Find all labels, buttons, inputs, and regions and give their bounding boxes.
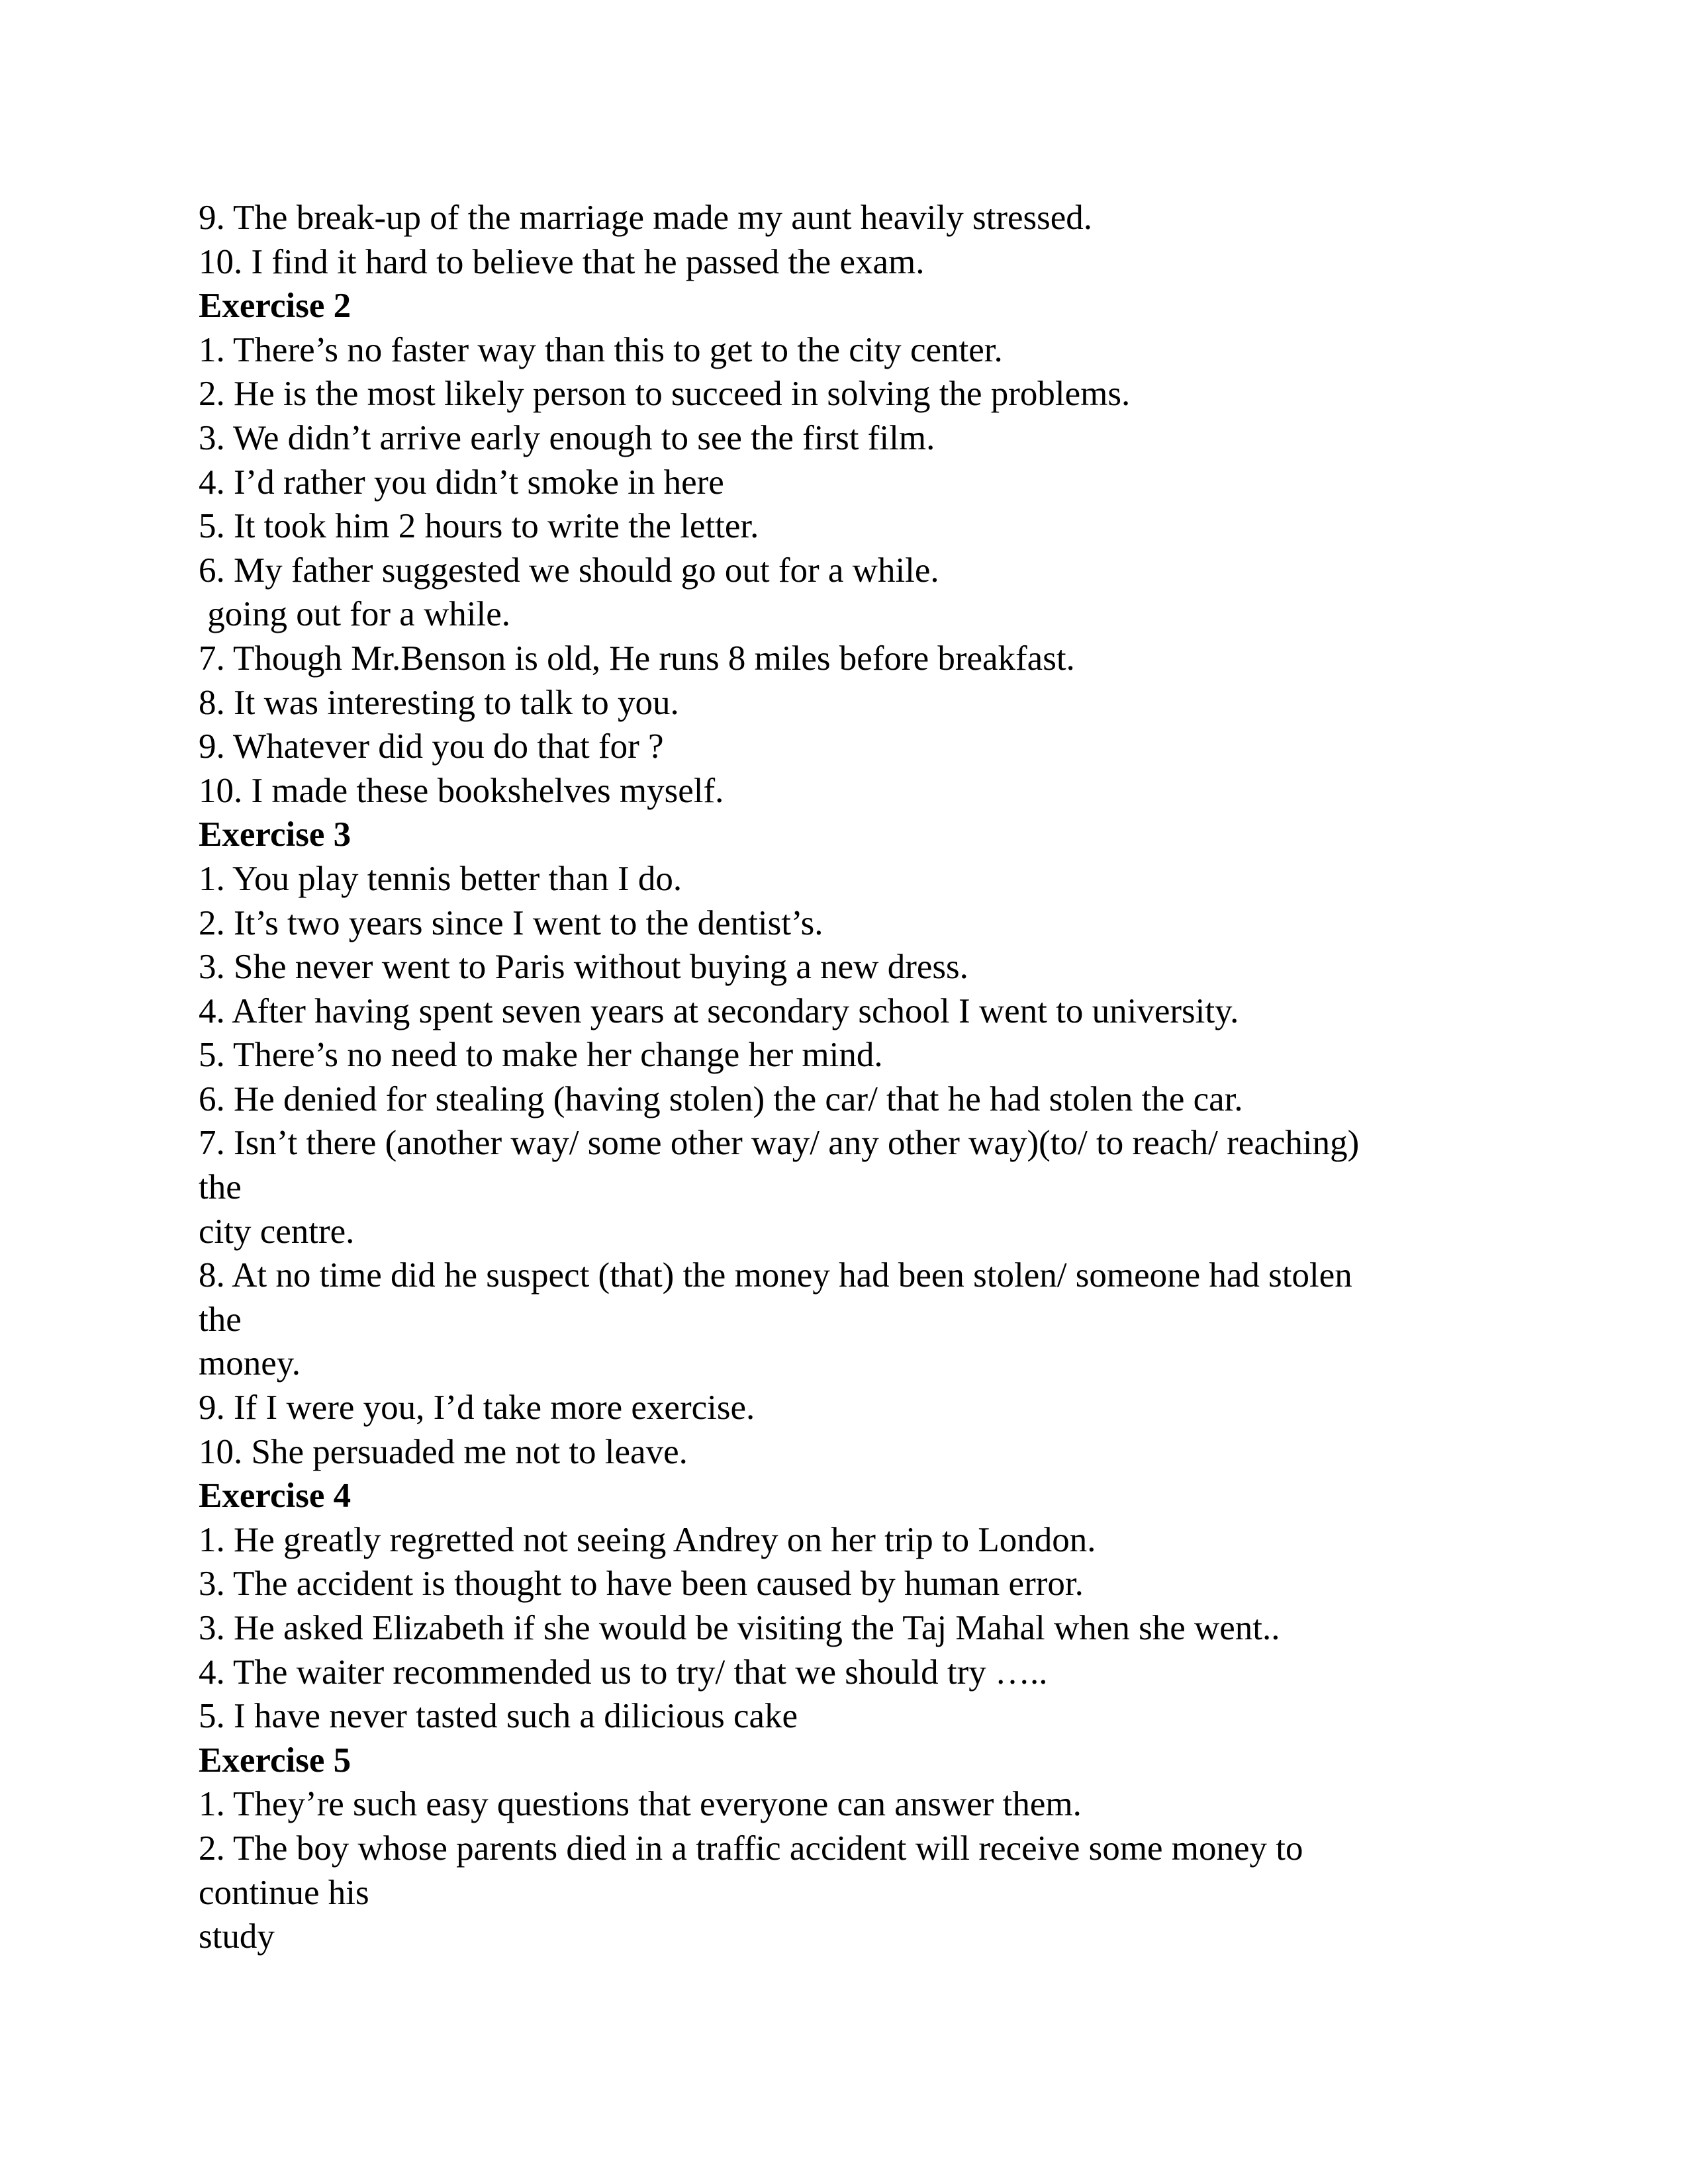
text-line: the bbox=[199, 1300, 242, 1339]
text-line: 4. I’d rather you didn’t smoke in here bbox=[199, 463, 724, 502]
text-line: 7. Isn’t there (another way/ some other way/ any other way)(to/ to reach/ reaching) bbox=[199, 1124, 1360, 1163]
text-line: 2. The boy whose parents died in a traffic accident will receive some money to bbox=[199, 1829, 1303, 1868]
text-line: 1. They’re such easy questions that everyone can answer them. bbox=[199, 1785, 1082, 1824]
exercise-heading: Exercise 4 bbox=[199, 1477, 352, 1516]
text-line: money. bbox=[199, 1344, 301, 1383]
text-line: 8. It was interesting to talk to you. bbox=[199, 683, 679, 722]
text-line: 1. He greatly regretted not seeing Andrey on her trip to London. bbox=[199, 1520, 1096, 1559]
text-line: 8. At no time did he suspect (that) the money had been stolen/ someone had stolen bbox=[199, 1256, 1352, 1295]
text-line: 10. I find it hard to believe that he passed the exam. bbox=[199, 242, 925, 281]
text-line: 2. He is the most likely person to succeed in solving the problems. bbox=[199, 375, 1131, 414]
text-line: continue his bbox=[199, 1873, 369, 1912]
text-line: going out for a while. bbox=[199, 595, 511, 634]
text-line: 10. She persuaded me not to leave. bbox=[199, 1432, 688, 1471]
text-line: 6. He denied for stealing (having stolen) the car/ that he had stolen the car. bbox=[199, 1079, 1243, 1118]
text-line: 9. The break-up of the marriage made my aunt heavily stressed. bbox=[199, 199, 1093, 237]
text-line: 5. It took him 2 hours to write the letter. bbox=[199, 507, 759, 546]
text-line: 1. You play tennis better than I do. bbox=[199, 859, 682, 898]
text-line: 7. Though Mr.Benson is old, He runs 8 miles before breakfast. bbox=[199, 639, 1075, 678]
exercise-heading: Exercise 2 bbox=[199, 287, 352, 326]
text-line: 1. There’s no faster way than this to get to the city center. bbox=[199, 330, 1003, 369]
text-line: 9. Whatever did you do that for ? bbox=[199, 727, 664, 766]
text-line: 3. The accident is thought to have been caused by human error. bbox=[199, 1565, 1084, 1604]
text-line: 3. He asked Elizabeth if she would be visiting the Taj Mahal when she went.. bbox=[199, 1609, 1280, 1647]
exercise-heading: Exercise 3 bbox=[199, 815, 352, 854]
document-body bbox=[199, 196, 1489, 1959]
text-line: 5. There’s no need to make her change her mind. bbox=[199, 1036, 883, 1075]
text-line: 6. My father suggested we should go out for a while. bbox=[199, 551, 939, 590]
text-line: 3. She never went to Paris without buying a new dress. bbox=[199, 948, 968, 987]
text-line: study bbox=[199, 1917, 275, 1956]
text-line: 2. It’s two years since I went to the dentist’s. bbox=[199, 903, 823, 942]
text-line: 9. If I were you, I’d take more exercise. bbox=[199, 1388, 755, 1428]
text-line: 3. We didn’t arrive early enough to see the first film. bbox=[199, 418, 935, 457]
exercise-heading: Exercise 5 bbox=[199, 1741, 352, 1780]
text-line: 4. After having spent seven years at secondary school I went to university. bbox=[199, 991, 1239, 1030]
text-line: city centre. bbox=[199, 1212, 355, 1251]
text-line: 10. I made these bookshelves myself. bbox=[199, 771, 724, 810]
text-line: the bbox=[199, 1168, 242, 1207]
text-line: 4. The waiter recommended us to try/ that we should try ….. bbox=[199, 1653, 1048, 1692]
text-line: 5. I have never tasted such a dilicious cake bbox=[199, 1697, 798, 1736]
